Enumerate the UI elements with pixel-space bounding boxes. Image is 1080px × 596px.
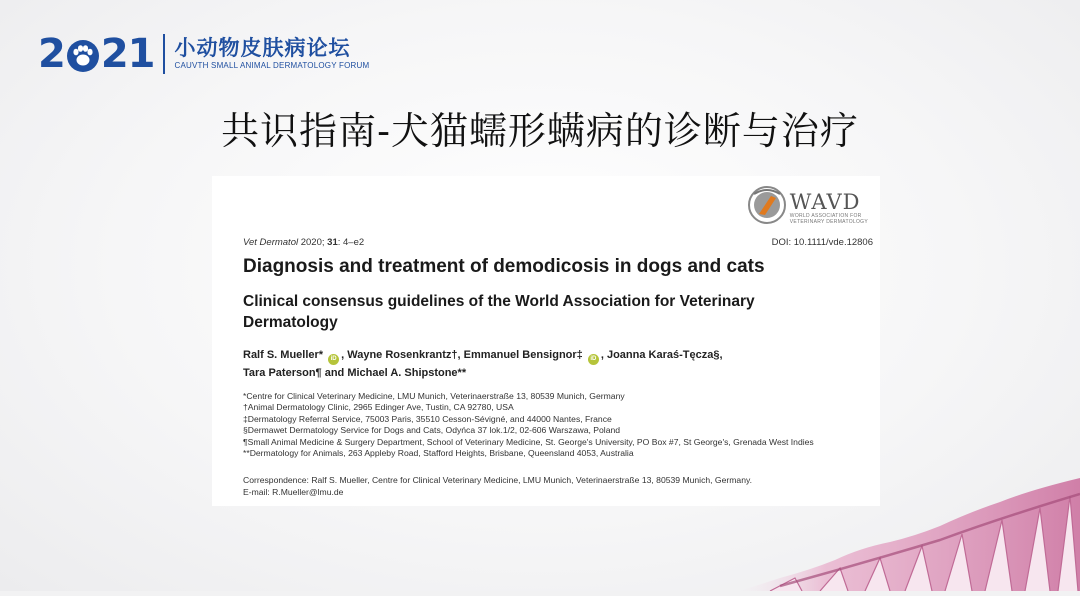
orcid-icon[interactable]: iD [588, 354, 599, 365]
paper-screenshot [212, 176, 880, 506]
logo-year-right: 21 [100, 31, 155, 77]
wavd-name: WAVD [789, 189, 861, 214]
author-1: Ralf S. Mueller* [243, 349, 324, 361]
forum-logo [38, 30, 369, 78]
paper-subtitle: Clinical consensus guidelines of the World Association for Veterinary Dermatology [243, 293, 755, 331]
email[interactable]: E-mail: R.Mueller@lmu.de [243, 487, 344, 497]
orcid-icon[interactable]: iD [328, 354, 339, 365]
affiliation-item: ‡Dermatology Referral Service, 75003 Paris, 35510 Cesson-Sévigné, and 44000 Nantes, France [243, 413, 612, 424]
author-4: , Joanna Karaś-Tęcza§, [600, 349, 723, 361]
affiliation-item: †Animal Dermatology Clinic, 2965 Edinger Ave, Tustin, CA 92780, USA [243, 402, 514, 413]
affiliation-item: *Centre for Clinical Veterinary Medicine, LMU Munich, Veterinaerstraße 13, 80539 Munich, Germany [243, 391, 625, 401]
logo-text [175, 36, 370, 72]
journal-volume: 31 [327, 237, 338, 248]
journal-name: Vet Dermatol [243, 237, 299, 248]
wavd-sub-2: VETERINARY DERMATOLOGY [789, 218, 868, 225]
affiliations [243, 391, 873, 459]
wavd-logo-icon [746, 184, 788, 231]
doi: DOI: 10.1111/vde.12806 [771, 237, 873, 248]
paper-title: Diagnosis and treatment of demodicosis in dogs and cats [243, 256, 765, 277]
affiliation-item: §Dermawet Dermatology Service for Dogs and Cats, Odyńca 37 lok.1/2, 02-606 Warszawa, Poland [243, 425, 621, 436]
author-list [243, 347, 863, 382]
skin-histology-image [740, 460, 1080, 591]
forum-name-cn: 小动物皮肤病论坛 [174, 36, 351, 60]
paw-icon [66, 37, 100, 71]
journal-citation [243, 237, 364, 248]
wavd-sub-1: WORLD ASSOCIATION FOR [789, 212, 862, 219]
slide-title: 共识指南-犬猫蠕形螨病的诊断与治疗 [221, 109, 859, 153]
affiliation-item: **Dermatology for Animals, 263 Appleby Road, Stafford Heights, Brisbane, Queensland 4053, Australia [243, 448, 634, 459]
wavd-logo [746, 184, 868, 231]
affiliation-item: ¶Small Animal Medicine & Surgery Department, School of Veterinary Medicine, St. George's University, PO Box #7, St George's, Grenada West Indies [243, 436, 814, 447]
correspondence: Correspondence: Ralf S. Mueller, Centre for Clinical Veterinary Medicine, LMU Munich, Veterinaerstraße 13, 80539 Munich, Germany. [243, 475, 753, 485]
forum-name-en: CAUVTH SMALL ANIMAL DERMATOLOGY FORUM [174, 61, 370, 70]
logo-divider [163, 34, 165, 74]
journal-citation-row [243, 237, 873, 248]
logo-year-left: 2 [38, 31, 65, 77]
logo-year [38, 31, 155, 77]
journal-year: 2020; [298, 237, 328, 248]
authors-line-2: Tara Paterson¶ and Michael A. Shipstone** [243, 367, 467, 379]
journal-pages: : 4–e2 [337, 237, 365, 248]
authors-2-3: , Wayne Rosenkrantz†, Emmanuel Bensignor‡ [341, 349, 583, 361]
